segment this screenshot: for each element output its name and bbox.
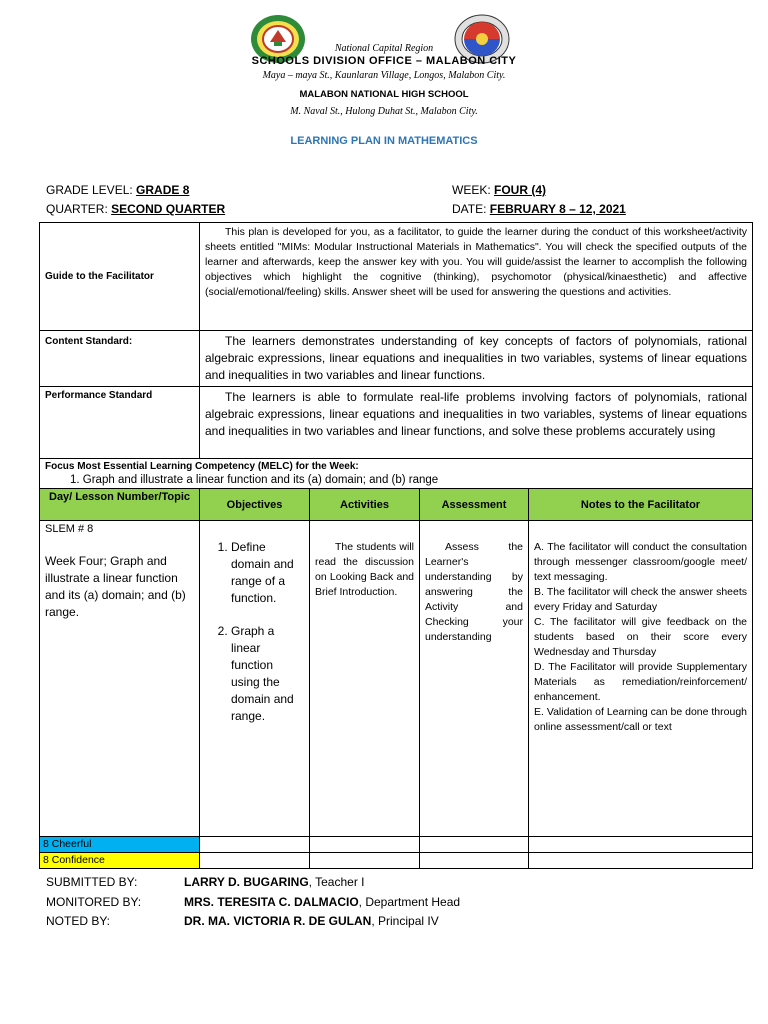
performance-standard-row — [40, 387, 753, 459]
col-day-topic: Day/ Lesson Number/Topic — [40, 489, 200, 521]
melc-cell — [40, 459, 753, 489]
submitted-by: LARRY D. BUGARING, Teacher I — [184, 875, 365, 889]
notes-cell — [529, 521, 753, 837]
lesson-topic: Week Four; Graph and illustrate a linear function and its (a) domain; and (b) range. — [45, 554, 186, 619]
division-text: SCHOOLS DIVISION OFFICE – MALABON CITY — [251, 55, 517, 67]
slem-number: SLEM # 8 — [45, 523, 94, 535]
school-name: MALABON NATIONAL HIGH SCHOOL — [299, 89, 469, 100]
col-objectives: Objectives — [200, 489, 310, 521]
melc-row — [40, 459, 753, 489]
guide-row — [40, 223, 753, 331]
column-header-row — [40, 489, 753, 521]
content-standard-text: The learners demonstrates understanding of key concepts of factors of polynomials, rational algebraic expressions, linear equations and inequalities in two variables, systems of linear equations and inequalities in two variables and linear functions. — [200, 331, 753, 387]
division-address: Maya – maya St., Kaunlaran Village, Longos, Malabon City. — [262, 70, 506, 81]
section-row-confidence — [40, 853, 753, 869]
objective-item: 1. Define domain and range of a function. — [231, 539, 304, 607]
objectives-list — [205, 539, 304, 725]
melc-item: 1. Graph and illustrate a linear function and its (a) domain; and (b) range — [70, 474, 439, 486]
guide-label: Guide to the Facilitator — [40, 223, 200, 331]
col-assessment: Assessment — [420, 489, 529, 521]
activities-cell: The students will read the discussion on Looking Back and Brief Introduction. — [310, 521, 420, 837]
assessment-cell: Assess the Learner's understanding by answering the Activity and Checking your understanding — [420, 521, 529, 837]
performance-standard-label: Performance Standard — [40, 387, 200, 459]
learning-plan-table — [39, 222, 753, 869]
note-item: B. The facilitator will check the answer sheets every Friday and Saturday — [534, 586, 748, 613]
guide-text: This plan is developed for you, as a facilitator, to guide the learner during the conduct of this worksheet/activity sheets entitled "MIMs: Modular Instructional Materials in Mathematics". You will check the specified outputs of the learner and afterwards, keep the answer key with you. You will guide/assist the learner to accomplish the following objectives which highlight the cognitive (thinking), psychomotor (physical/kinaesthetic) and affective (social/emotional/feeling) skills. Answer sheet will be used for answering the questions and activities. — [200, 223, 753, 331]
melc-label: Focus Most Essential Learning Competency (MELC) for the Week: — [45, 461, 359, 472]
content-standard-label: Content Standard: — [40, 331, 200, 387]
region-text: National Capital Region — [334, 43, 434, 54]
section-confidence: 8 Confidence — [40, 853, 200, 869]
quarter: QUARTER: SECOND QUARTER — [46, 202, 226, 216]
school-address: M. Naval St., Hulong Duhat St., Malabon City. — [290, 106, 478, 117]
col-notes: Notes to the Facilitator — [529, 489, 753, 521]
note-item: C. The facilitator will give feedback on the students based on their score every Wednesday and Thursday — [534, 616, 748, 658]
noted-by: DR. MA. VICTORIA R. DE GULAN, Principal IV — [184, 914, 439, 928]
col-activities: Activities — [310, 489, 420, 521]
note-item: D. The Facilitator will provide Supplementary Materials as remediation/reinforcement/ enhancement. — [534, 661, 748, 703]
monitored-by: MRS. TERESITA C. DALMACIO, Department Head — [184, 895, 461, 909]
week: WEEK: FOUR (4) — [452, 183, 547, 197]
objectives-cell — [200, 521, 310, 837]
note-item: E. Validation of Learning can be done through online assessment/call or text — [534, 706, 748, 733]
grade-level: GRADE LEVEL: GRADE 8 — [46, 183, 190, 197]
lesson-topic-cell — [40, 521, 200, 837]
lesson-row — [40, 521, 753, 837]
date: DATE: FEBRUARY 8 – 12, 2021 — [452, 202, 626, 216]
monitored-label: MONITORED BY: — [46, 895, 142, 909]
submitted-label: SUBMITTED BY: — [46, 875, 138, 889]
noted-label: NOTED BY: — [46, 914, 111, 928]
objective-item: 2. Graph a linear function using the domain and range. — [231, 623, 304, 725]
plan-title: LEARNING PLAN IN MATHEMATICS — [290, 135, 478, 147]
note-item: A. The facilitator will conduct the consultation through messenger classroom/google meet/ text messaging. — [534, 541, 748, 583]
performance-standard-text: The learners is able to formulate real-life problems involving factors of polynomials, rational algebraic expressions, linear equations and inequalities in two variables, systems of linear equations and inequalities in two variables and linear functions, and solve these problems accurately using — [200, 387, 753, 459]
section-row-cheerful — [40, 837, 753, 853]
content-standard-row — [40, 331, 753, 387]
section-cheerful: 8 Cheerful — [40, 837, 200, 853]
